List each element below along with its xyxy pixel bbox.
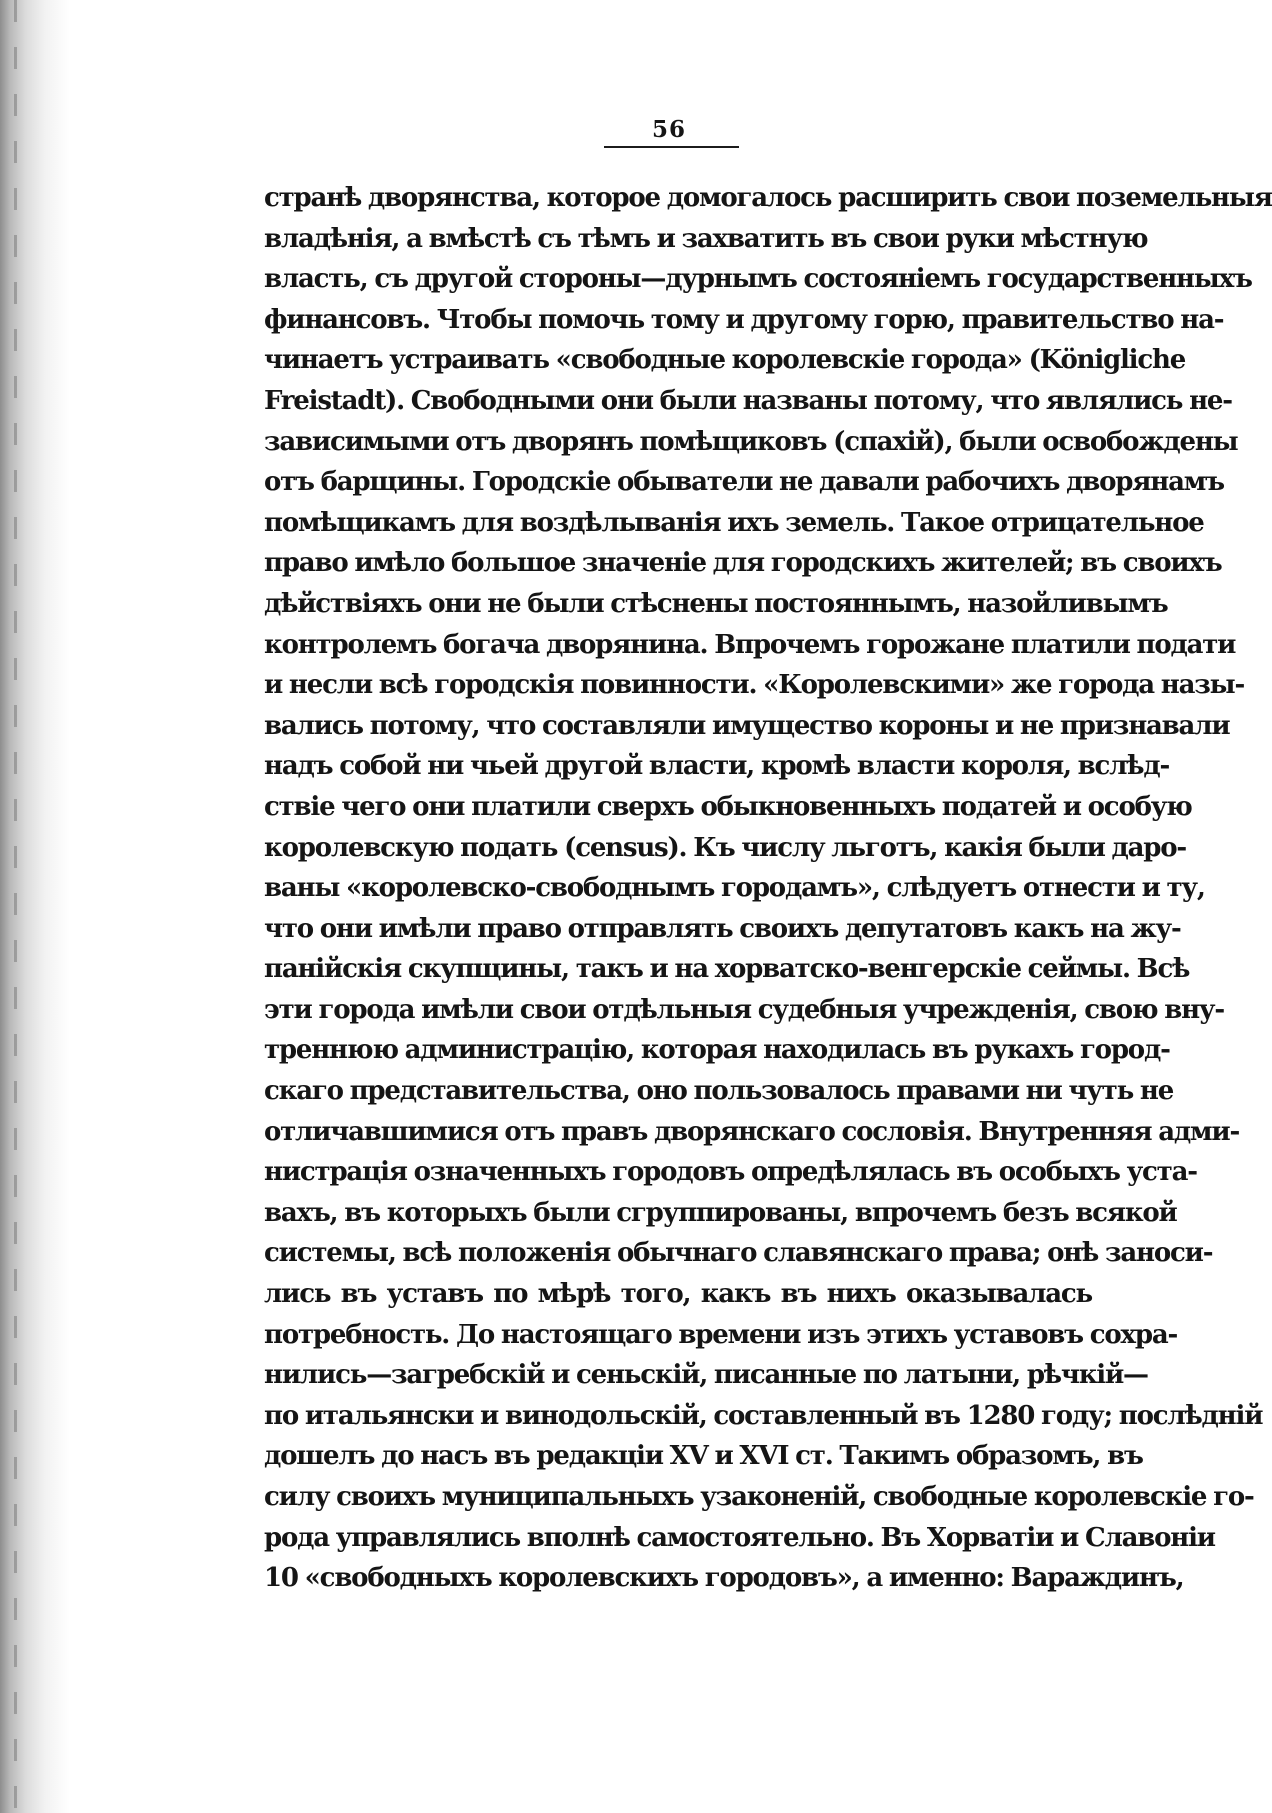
text-line: силу своихъ муниципальныхъ узаконеній, свободные королевскіе го- xyxy=(264,1482,1254,1512)
text-line: ствіе чего они платили сверхъ обыкновенныхъ податей и особую xyxy=(264,791,1192,822)
text-line: треннюю администрацію, которая находилась въ рукахъ город- xyxy=(264,1035,1170,1066)
body-text xyxy=(264,178,1272,1599)
text-line: странѣ дворянства, которое домогалось расширить свои поземельныя xyxy=(264,183,1272,213)
text-line: дѣйствіяхъ они не были стѣснены постояннымъ, назойливымъ xyxy=(264,588,1168,619)
text-line: вались потому, что составляли имущество короны и не признавали xyxy=(264,710,1230,741)
text-line: королевскую подать (census). Къ числу льготъ, какія были даро- xyxy=(264,832,1186,863)
text-line: право имѣло большое значеніе для городскихъ жителей; въ своихъ xyxy=(264,548,1222,579)
text-line: лись въ уставъ по мѣрѣ того, какъ въ нихъ оказывалась xyxy=(264,1279,1092,1310)
text-line: власть, съ другой стороны—дурнымъ состояніемъ государственныхъ xyxy=(264,264,1252,295)
text-line: чинаетъ устраивать «свободные королевскіе города» (Königliche xyxy=(264,345,1186,376)
text-line: 10 «свободныхъ королевскихъ городовъ», а именно: Вараждинъ, xyxy=(264,1563,1184,1594)
text-line: финансовъ. Чтобы помочь тому и другому горю, правительство на- xyxy=(264,304,1224,335)
text-line: вахъ, въ которыхъ были сгруппированы, впрочемъ безъ всякой xyxy=(264,1197,1177,1228)
text-line: отличавшимися отъ правъ дворянскаго сословія. Внутренняя адми- xyxy=(264,1116,1240,1147)
page-number: 56 xyxy=(651,116,686,143)
text-line: нились—загребскій и сеньскій, писанные по латыни, рѣчкій— xyxy=(264,1360,1148,1391)
text-line: эти города имѣли свои отдѣльныя судебныя учрежденія, свою вну- xyxy=(264,994,1224,1025)
text-line: дошелъ до насъ въ редакціи XV и XVI ст. Такимъ образомъ, въ xyxy=(264,1441,1143,1472)
text-line: рода управлялись вполнѣ самостоятельно. Въ Хорватіи и Славоніи xyxy=(264,1522,1215,1553)
text-line: нистрація означенныхъ городовъ опредѣлялась въ особыхъ уста- xyxy=(264,1157,1197,1188)
text-line: и несли всѣ городскія повинности. «Королевскими» же города назы- xyxy=(264,670,1245,701)
text-line: надъ собой ни чьей другой власти, кромѣ власти короля, вслѣд- xyxy=(264,751,1170,782)
text-line: зависимыми отъ дворянъ помѣщиковъ (спахій), были освобождены xyxy=(264,426,1238,457)
page-number-rule xyxy=(604,146,739,148)
text-line: что они имѣли право отправлять своихъ депутатовъ какъ на жу- xyxy=(264,913,1181,944)
text-line: системы, всѣ положенія обычнаго славянскаго права; онѣ заноси- xyxy=(264,1238,1213,1269)
text-line: по итальянски и винодольскій, составленный въ 1280 году; послѣдній xyxy=(264,1400,1263,1431)
text-line: скаго представительства, оно пользовалось правами ни чуть не xyxy=(264,1076,1174,1107)
text-line: владѣнія, а вмѣстѣ съ тѣмъ и захватить въ свои руки мѣстную xyxy=(264,223,1148,254)
text-line: помѣщикамъ для воздѣлыванія ихъ земель. Такое отрицательное xyxy=(264,507,1204,538)
text-line: потребность. До настоящаго времени изъ этихъ уставовъ сохра- xyxy=(264,1319,1178,1350)
text-line: Freistadt). Свободными они были названы потому, что являлись не- xyxy=(264,385,1232,416)
page-binding-edge xyxy=(0,0,70,1813)
text-line: контролемъ богача дворянина. Впрочемъ горожане платили подати xyxy=(264,629,1236,660)
text-line: ваны «королевско-свободнымъ городамъ», слѣдуетъ отнести и ту, xyxy=(264,873,1205,904)
text-line: отъ барщины. Городскіе обыватели не давали рабочихъ дворянамъ xyxy=(264,467,1224,498)
text-line: панійскія скупщины, такъ и на хорватско-венгерскіе сеймы. Всѣ xyxy=(264,954,1190,985)
